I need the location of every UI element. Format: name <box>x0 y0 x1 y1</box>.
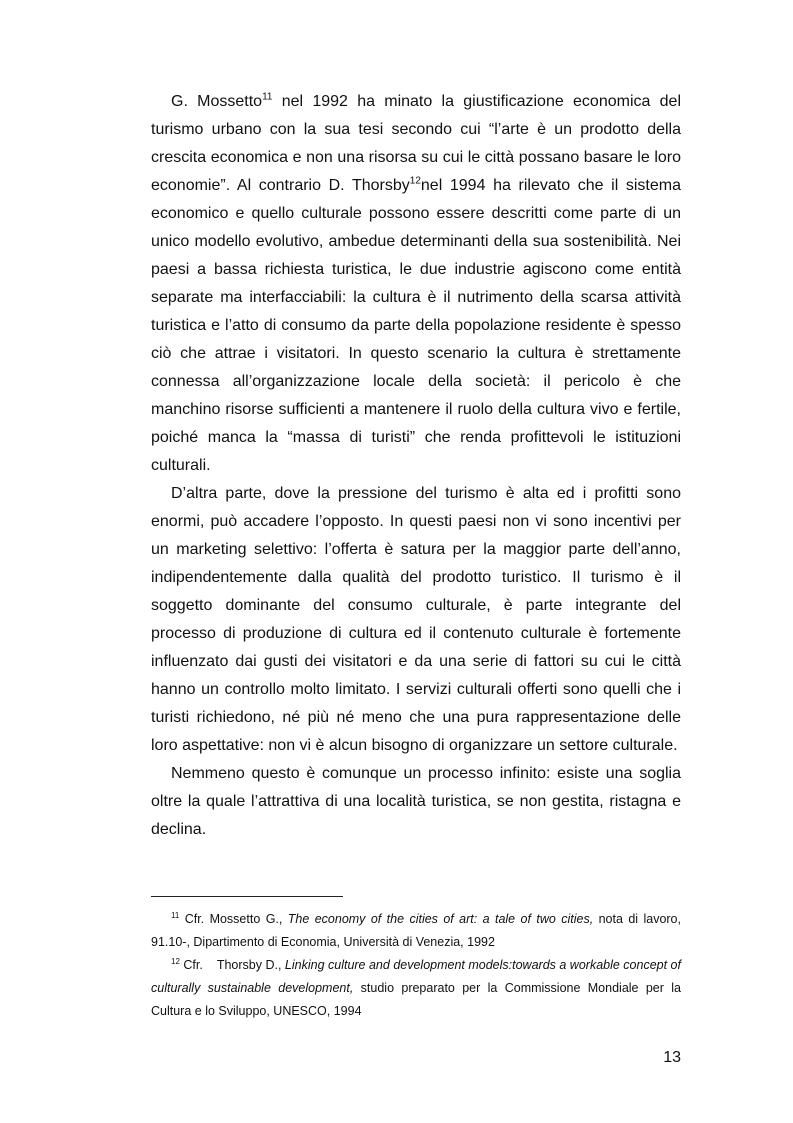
footnote-title: Linking culture and development models:towards a workable concept of culturally sustainable development, <box>151 958 681 995</box>
footnote-suffix: nota di lavoro, 91.10-, Dipartimento di Economia, Università di Venezia, 1992 <box>151 912 681 949</box>
footnote-title: The economy of the cities of art: a tale of two cities, <box>287 912 594 926</box>
paragraph-1-middle: nel 1992 ha minato la giustificazione economica del turismo urbano con la sua tesi secondo cui “l’arte è un prodotto della crescita economica e non una risorsa su cui le città possano basare le loro economie”. Al contrario D. Thorsby <box>151 93 682 194</box>
paragraph-1 <box>151 88 681 480</box>
paragraph-2: D’altra parte, dove la pressione del turismo è alta ed i profitti sono enormi, può accadere l’opposto. In questi paesi non vi sono incentivi per un marketing selettivo: l’offerta è satura per la maggior parte dell’anno, indipendentemente dalla qualità del prodotto turistico. Il turismo è il soggetto dominante del consumo culturale, è parte integrante del processo di produzione di cultura ed il contenuto culturale è fortemente influenzato dai gusti dei visitatori e da una serie di fattori su cui le città hanno un controllo molto limitato. I servizi culturali offerti sono quelli che i turisti richiedono, né più né meno che una pura rappresentazione delle loro aspettative: non vi è alcun bisogno di organizzare un settore culturale. <box>151 485 681 754</box>
footnote-author: Thorsby D., <box>216 958 285 972</box>
footnote-ref-12[interactable]: 12 <box>409 175 421 187</box>
footnote-prefix: Cfr. <box>179 958 203 972</box>
paragraph-3: Nemmeno questo è comunque un processo infinito: esiste una soglia oltre la quale l’attrattiva di una località turistica, se non gestita, ristagna e declina. <box>151 765 681 838</box>
paragraph-1-start: G. Mossetto <box>171 93 263 110</box>
footnote-suffix: studio preparato per la Commissione Mondiale per la Cultura e lo Sviluppo, UNESCO, 1994 <box>151 981 681 1018</box>
paragraph-1-end: nel 1994 ha rilevato che il sistema economico e quello culturale possono essere descritti come parte di un unico modello evolutivo, ambedue determinanti della sua sostenibilità. Nei paesi a bassa richiesta turistica, le due industrie agiscono come entità separate ma interfacciabili: la cultura è il nutrimento della scarsa attività turistica e l’atto di consumo da parte della popolazione residente è spesso ciò che attrae i visitatori. In questo scenario la cultura è strettamente connessa all’organizzazione locale della società: il pericolo è che manchino risorse sufficienti a mantenere il ruolo della cultura vivo e fertile, poiché manca la “massa di turisti” che renda profittevoli le istituzioni culturali. <box>151 177 682 474</box>
footnote-12 <box>151 954 681 1023</box>
footnote-ref-11[interactable]: 11 <box>262 91 273 103</box>
footnote-separator <box>151 896 343 897</box>
footnote-11 <box>151 908 681 954</box>
footnote-number: 11 <box>171 910 180 920</box>
footnote-number: 12 <box>171 956 180 966</box>
footnote-prefix: Cfr. Mossetto G., <box>179 912 288 926</box>
body-text <box>151 88 681 844</box>
footnotes <box>151 908 681 1023</box>
page-number: 13 <box>663 1049 681 1066</box>
